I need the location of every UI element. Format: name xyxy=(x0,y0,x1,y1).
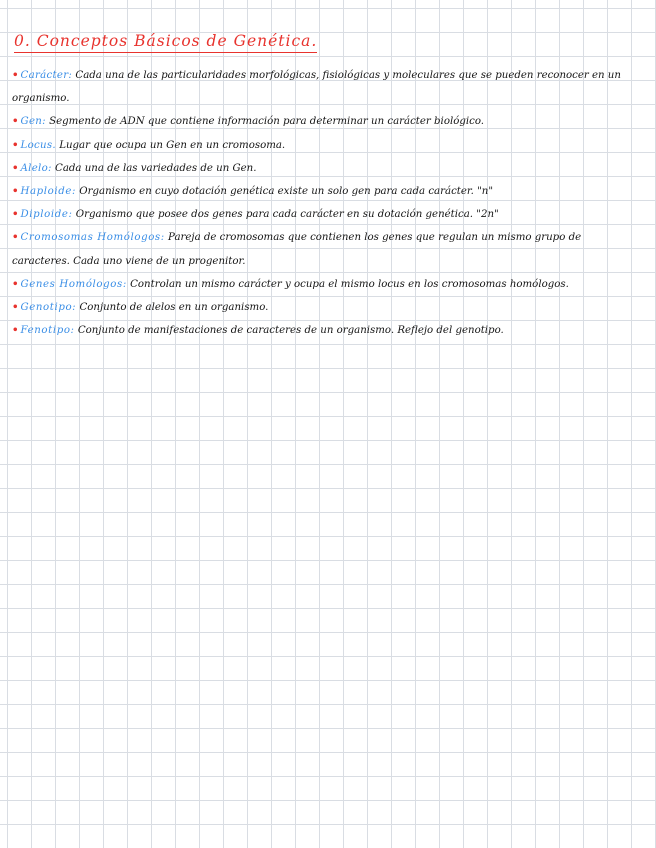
concept-item-haploide xyxy=(8,180,638,203)
concept-definition: Conjunto de manifestaciones de caracteres de un organismo. Reflejo del genotipo. xyxy=(77,325,504,337)
concept-item-gen xyxy=(8,110,638,133)
concept-definition: Segmento de ADN que contiene información para determinar un carácter biológico. xyxy=(49,116,485,128)
bullet-icon: • xyxy=(12,231,19,244)
concept-item-diploide xyxy=(8,203,638,226)
bullet-icon: • xyxy=(12,301,19,314)
page-title: 0. Conceptos Básicos de Genética. xyxy=(14,32,317,53)
bullet-icon: • xyxy=(12,69,19,81)
bullet-icon: • xyxy=(12,138,19,151)
concept-definition: Lugar que ocupa un Gen en un cromosoma. xyxy=(59,139,286,151)
bullet-icon: • xyxy=(12,208,19,221)
concept-item-genes-homologos xyxy=(8,273,638,296)
bullet-icon: • xyxy=(12,277,19,290)
concept-term: Genotipo: xyxy=(20,302,77,314)
concept-item-cromosomas-homologos xyxy=(8,226,638,272)
concept-list xyxy=(8,64,638,342)
concept-definition: Organismo en cuyo dotación genética existe un solo gen para cada carácter. "n" xyxy=(79,186,494,198)
concept-definition: Cada una de las variedades de un Gen. xyxy=(55,162,257,174)
concept-definition: Conjunto de alelos en un organismo. xyxy=(79,302,269,314)
concept-item-alelo xyxy=(8,157,638,180)
concept-term: Alelo: xyxy=(20,162,52,174)
concept-definition: Controlan un mismo carácter y ocupa el mismo locus en los cromosomas homólogos. xyxy=(130,278,569,290)
concept-term: Cromosomas Homólogos: xyxy=(20,232,165,244)
concept-item-caracter xyxy=(8,64,638,110)
concept-item-locus xyxy=(8,134,638,157)
concept-definition: Cada una de las particularidades morfológicas, fisiológicas y moleculares que se pueden reconocer en un organismo. xyxy=(12,70,621,105)
bullet-icon: • xyxy=(12,115,19,128)
bullet-icon: • xyxy=(12,161,19,174)
concept-term: Carácter: xyxy=(20,70,73,81)
concept-term: Haploide: xyxy=(20,186,77,198)
concept-term: Locus. xyxy=(20,139,56,151)
concept-definition: Organismo que posee dos genes para cada carácter en su dotación genética. "2n" xyxy=(75,209,499,221)
concept-term: Diploide: xyxy=(20,209,73,221)
concept-term: Genes Homólogos: xyxy=(20,278,127,290)
concept-term: Fenotipo: xyxy=(20,325,75,337)
concept-term: Gen: xyxy=(20,116,46,128)
bullet-icon: • xyxy=(12,185,19,198)
concept-item-fenotipo xyxy=(8,319,638,342)
concept-item-genotipo xyxy=(8,296,638,319)
bullet-icon: • xyxy=(12,324,19,337)
concept-definition: Pareja de cromosomas que contienen los genes que regulan un mismo grupo de caracteres. Cada uno viene de un progenitor. xyxy=(12,232,582,267)
